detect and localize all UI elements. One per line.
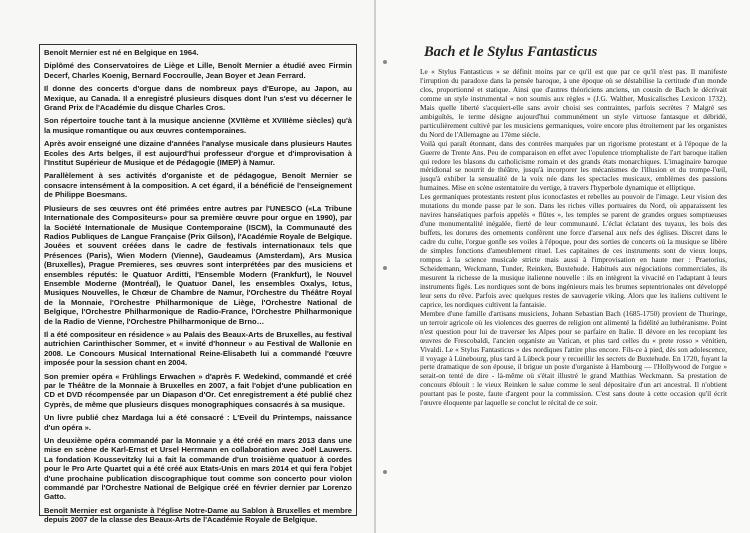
bio-paragraph: Un deuxième opéra commandé par la Monnaie y a été créé en mars 2013 dans une mise en scène de Karl-Ernst et Ursel Herrmann en collaboration avec Joël Lauwers. La fondation Koussevitzky lui a fait la commande d'un troisième quatuor à cordes pour le Pro Arte Quartet qui a été créé aux Etats-Unis en mars 2014 et qui fera l'objet d'une prochaine publication discographique tout comme son concerto pour violon commandé par l'Orchestre National de Belgique créé en février dernier par Lorenzo Gatto. bbox=[44, 436, 352, 502]
punch-hole-mark bbox=[383, 470, 387, 474]
biography-box bbox=[39, 44, 357, 525]
bio-paragraph: Son répertoire touche tant à la musique ancienne (XVIIème et XVIIIème siècles) qu'à la musique romantique ou aux œuvres contemporaines. bbox=[44, 116, 352, 135]
essay-paragraph: Voilà qui paraît étonnant, dans des contrées marquées par un rigorisme protestant et à l'époque de la Guerre de Trente Ans. Peu de comparaison en effet avec l'opulence triomphaliste de l'art baroque italien qui redore les blasons du catholicisme romain et des grands états monarchiques. L'imaginaire baroque méridional se nourrit de théâtre, jusqu'à incorporer les mécanismes de l'illusion et du trompe-l'œil, jusqu'à exhiber la sensualité de la voix née dans les spectacles musicaux, emblèmes des passions humaines. Mise en scène ostentatoire du vertige, à travers l'hyperbole dynamique et elliptique. bbox=[420, 138, 727, 193]
bio-paragraph: Plusieurs de ses œuvres ont été primées entre autres par l'UNESCO («La Tribune Internationale des Compositeurs» pour sa première œuvre pour orgue en 1990), par la Société Internationale de Musique Contemporaine (ISCM), la Communauté des Radios Publiques de Langue Française (Prix Gilson), l'Académie Royale de Belgique. Jouées et souvent créées dans le cadre de festivals internationaux tels que Présences (Paris), Wien Modern (Vienne), Gaudeamus (Amsterdam), Ars Musica (Bruxelles), Prague Premieres, ses œuvres sont interprétées par des musiciens et ensembles réputés: le Quatuor Arditti, l'Ensemble Modern (Frankfurt), le Nouvel Ensemble Moderne (Montréal), le Quatuor Danel, les ensembles Oxalys, Ictus, Musiques Nouvelles, le Chœur de Chambre de Namur, l'Orchestre du Théâtre Royal de la Monnaie, l'Orchestre Philharmonique de Liège, l'Orchestre National de Belgique, l'Orchestre Philharmonique de Radio-France, l'Orchestre Philharmonique de la Radio de Vienne, l'Orchestre Philharmonique de Brno… bbox=[44, 203, 352, 326]
bio-paragraph: Benoît Mernier est organiste à l'église Notre-Dame au Sablon à Bruxelles et membre depuis 2007 de la classe des Beaux-Arts de l'Académie Royale de Belgique. bbox=[44, 505, 352, 525]
bio-paragraph: Il a été compositeur en résidence » au Palais des Beaux-Arts de Bruxelles, au festival autrichien Carinthischer Sommer, et « invité d'honneur » au Festival de Wallonie en 2008. Le Concours Musical International Reine-Elisabeth lui a commandé l'œuvre imposée pour la session chant en 2004. bbox=[44, 329, 352, 368]
punch-hole-mark bbox=[383, 60, 387, 64]
bio-paragraph: Benoît Mernier est né en Belgique en 1964. bbox=[44, 48, 199, 57]
bio-paragraph: Diplômé des Conservatoires de Liège et Lille, Benoît Mernier a étudié avec Firmin Decerf, Charles Koenig, Bernard Foccroulle, Jean Boyer et Jean Ferrard. bbox=[44, 61, 352, 80]
bio-paragraph: Un livre publié chez Mardaga lui a été consacré : L'Eveil du Printemps, naissance d'un opéra ». bbox=[44, 413, 352, 432]
essay-paragraph: Les germaniques protestants restent plus iconoclastes et rebelles au pouvoir de l'image. Leur vision des mutations du monde passe par le son. Dans les riches villes portuaires du Nord, où apparaissent les navires hanséatiques parfois appelés « flûtes », les temples se parent de grandes orgues somptueuses d'une monumentalité inégalée, fierté de leur communauté. L'éclat éclatant des tuyaux, les bois des buffets, les dorures des ornements confèrent une force d'arsenal aux nefs des églises. Discret dans le cadre du culte, l'orgue gonfle ses voiles à l'époque, pour des sorties de concerts où la musique se libère de simples fonctions d'ameublement rituel. Les capitaines de ces instruments sont de vieux loups, rompus à la science musicale stricte mais aussi à l'improvisation en haute mer : Praetorius, Scheidemann, Weckmann, Tunder, Reinken, Buxtehude. Habitués aux négociations commerciales, ils mesurent la richesse de la musique italienne nouvelle : ils en intègrent la vivacité en l'adaptant à leurs instruments figés. Les nordiques sont de bons ingénieurs mais les brumes septentrionales ont développé leur sens du rêve. Parfois avec quelques restes de sauvagerie viking. Alors que les italiens cultivent le caprice, les nordiques cultivent la fantaisie. bbox=[420, 192, 727, 309]
bio-paragraph: Parallèlement à ses activités d'organiste et de pédagogue, Benoît Mernier se consacre intensément à la composition. A cet égard, il a bénéficié de l'enseignement de Philippe Boesmans. bbox=[44, 171, 352, 200]
punch-hole-mark bbox=[383, 266, 387, 270]
bio-paragraph: Son premier opéra « Frühlings Erwachen » d'après F. Wedekind, commandé et créé par le Théâtre de la Monnaie à Bruxelles en 2007, a fait l'objet d'une publication en CD et DVD récompensée par un Diapason d'Or. Cet enregistrement a été publié chez Cyprès, de même que plusieurs disques monographiques consacrés à sa musique. bbox=[44, 371, 352, 409]
bio-paragraph: Il donne des concerts d'orgue dans de nombreux pays d'Europe, au Japon, au Mexique, au Canada. Il a enregistré plusieurs disques dont l'un s'est vu décerner le Grand Prix de l'Académie du disque Charles Cros. bbox=[44, 84, 352, 113]
essay-paragraph: Membre d'une famille d'artisans musiciens, Johann Sebastian Bach (1685-1750) provient de Thuringe, un terroir agricole où les violences des guerres de religion ont alimenté la fidélité au luthéranisme. Point n'est question pour lui de traverser les Alpes pour se parfaire en Italie. Il dévore en les recopiant les œuvres de Frescobaldi, l'ancien organiste au Vatican, et plus tard celles du « prete rosso » vénitien, Vivaldi. Le « Stylus Fantasticus » des nordiques l'attire plus encore. Fils-ce à pied, dès son adolescence, il voyage à Lünebourg, plus tard à Lübeck pour y recueillir les secrets de Buxtehude. En 1720, fuyant la perte dramatique de son épouse, il brigue un poste d'organiste à Hambourg — l'Hollywood de l'orgue » serait-on tenté de dire - là-même où s'était illustré le grand Matthias Weckmann. Sa prestation de concours éblouit : le vieux Reinken le salue comme le seul dépositaire d'un art ancestral. Il n'obtient pourtant pas le poste, faute d'argent pour la commission. C'est sans doute à cette occasion qu'il écrit l'œuvre éloquente par laquelle se conclut le récital de ce soir. bbox=[420, 308, 727, 408]
essay-title: Bach et le Stylus Fantasticus bbox=[424, 44, 598, 60]
essay-paragraph: Le « Stylus Fantasticus » se définit moins par ce qu'il est que par ce qu'il n'est pas. Il manifeste l'irruption du paradoxe dans la pensée baroque, à une époque où se déstabilise la certitude d'un monde clos, proportionné et statique. Ainsi que d'autres théoriciens anciens, un cousin de Bach le décrivait comme un style instrumental « non soumis aux règles » (J.G. Walther, Musicalisches Lexicon 1732). Mais quelle liberté s'acquiert-elle sans avoir choisi ses contraintes, parfois secrètes ? Malgré ses ambiguïtés, le terme désigne aujourd'hui communément un style virtuose fantasque et débridé, particulièrement cultivé par les musiciens germaniques, voire encore plus étroitement par les organistes du Nord de l'Allemagne au 17ème siècle. bbox=[420, 67, 727, 139]
essay-body bbox=[420, 68, 727, 528]
bio-paragraph: Après avoir enseigné une dizaine d'années l'analyse musicale dans plusieurs Hautes Ecoles des Arts belges, il est aujourd'hui professeur d'orgue et d'improvisation à l'Institut Supérieur de Musique et de Pédagogie (IMEP) à Namur. bbox=[44, 139, 352, 168]
